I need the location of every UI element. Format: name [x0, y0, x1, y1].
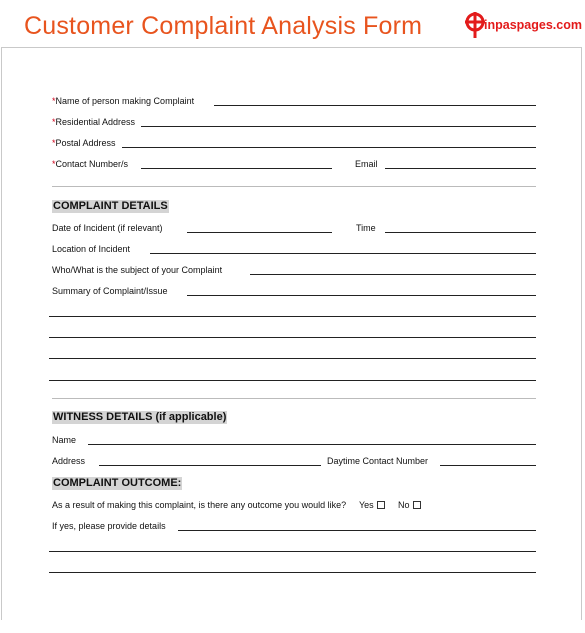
contact-number-field[interactable] — [141, 168, 332, 169]
daytime-contact-field[interactable] — [440, 465, 536, 466]
postal-address-field[interactable] — [122, 147, 536, 148]
date-of-incident-field[interactable] — [187, 232, 332, 233]
witness-address-label: Address — [52, 456, 86, 466]
summary-label: Summary of Complaint/Issue — [52, 286, 168, 296]
no-option[interactable] — [398, 500, 421, 510]
date-of-incident-label: Date of Incident (if relevant) — [52, 223, 163, 233]
details-label: If yes, please provide details — [52, 521, 166, 531]
section-divider — [52, 186, 536, 187]
postal-address-label — [52, 138, 116, 148]
subject-field[interactable] — [250, 274, 536, 275]
subject-label: Who/What is the subject of your Complaint — [52, 265, 223, 275]
complaint-outcome-heading: COMPLAINT OUTCOME: — [53, 477, 182, 489]
witness-name-label: Name — [52, 435, 77, 445]
contact-number-label-text: Contact Number/s — [55, 159, 129, 169]
time-label: Time — [356, 223, 376, 233]
email-field[interactable] — [385, 168, 536, 169]
required-marker: * — [52, 117, 56, 127]
time-field[interactable] — [385, 232, 536, 233]
email-label: Email — [355, 159, 378, 169]
witness-address-field[interactable] — [99, 465, 321, 466]
daytime-contact-label: Daytime Contact Number — [327, 456, 429, 466]
summary-line[interactable] — [49, 380, 536, 381]
postal-address-label-text: Postal Address — [55, 138, 116, 148]
logo-mark-icon — [464, 11, 486, 39]
witness-name-field[interactable] — [88, 444, 536, 445]
section-divider — [52, 398, 536, 399]
name-label — [52, 96, 194, 106]
residential-address-label — [52, 117, 135, 127]
residential-address-field[interactable] — [141, 126, 536, 127]
details-line[interactable] — [49, 572, 536, 573]
summary-line[interactable] — [49, 358, 536, 359]
details-field[interactable] — [178, 530, 536, 531]
form-page — [1, 47, 582, 620]
name-field[interactable] — [214, 105, 536, 106]
complaint-details-heading: COMPLAINT DETAILS — [53, 200, 168, 212]
location-field[interactable] — [150, 253, 536, 254]
form-title: Customer Complaint Analysis Form — [24, 12, 423, 40]
summary-line[interactable] — [49, 316, 536, 317]
logo-text: inpaspages.com — [484, 18, 582, 32]
contact-number-label — [52, 159, 128, 169]
required-marker: * — [52, 138, 56, 148]
required-marker: * — [52, 96, 56, 106]
required-marker: * — [52, 159, 56, 169]
name-label-text: Name of person making Complaint — [55, 96, 195, 106]
location-label: Location of Incident — [52, 244, 131, 254]
no-checkbox[interactable] — [413, 501, 421, 509]
site-logo[interactable] — [464, 10, 582, 40]
outcome-question: As a result of making this complaint, is there any outcome you would like? — [52, 500, 347, 510]
yes-label: Yes — [359, 500, 374, 510]
witness-details-heading: WITNESS DETAILS (if applicable) — [53, 411, 227, 423]
summary-line[interactable] — [49, 337, 536, 338]
summary-field[interactable] — [187, 295, 536, 296]
details-line[interactable] — [49, 551, 536, 552]
yes-option[interactable] — [359, 500, 385, 510]
no-label: No — [398, 500, 410, 510]
yes-checkbox[interactable] — [377, 501, 385, 509]
residential-address-label-text: Residential Address — [55, 117, 136, 127]
